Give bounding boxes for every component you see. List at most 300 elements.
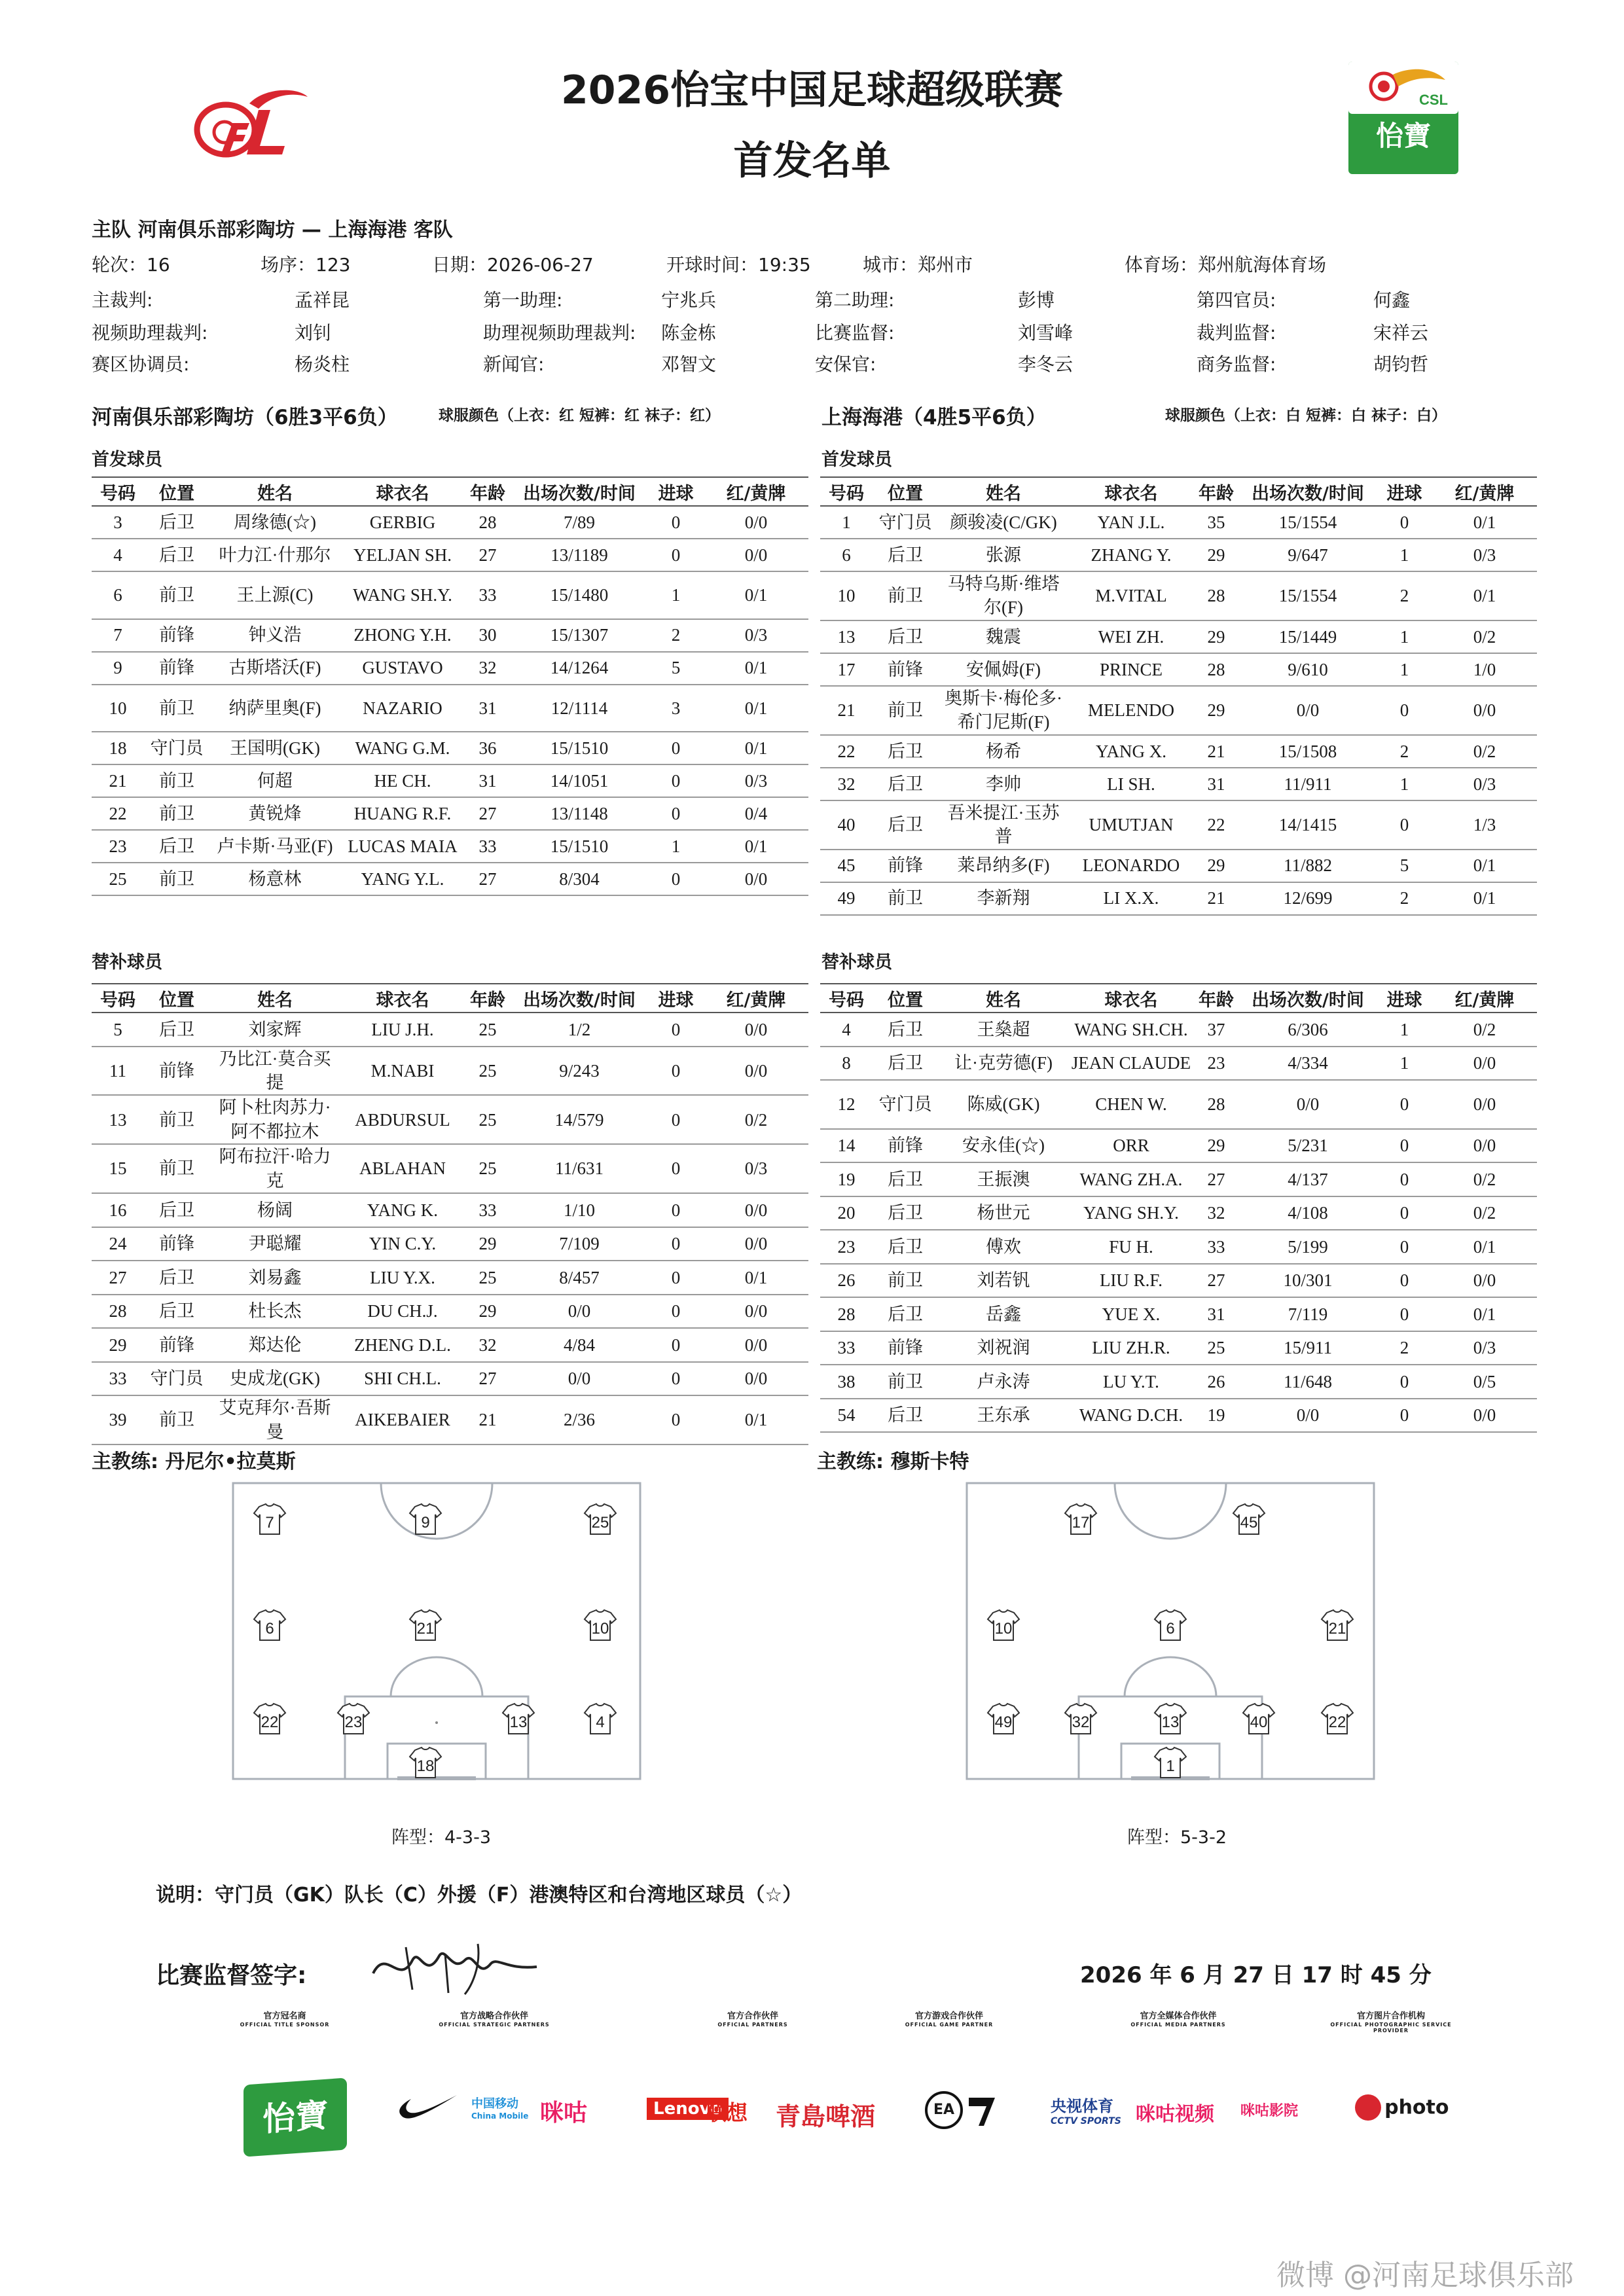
column-header: 年龄 [465, 477, 511, 506]
official-label: 新闻官: [483, 353, 545, 375]
column-header: 号码 [92, 984, 144, 1013]
player-appearances: 15/1307 [511, 619, 648, 652]
column-header: 年龄 [1193, 984, 1239, 1013]
player-cards: 0/1 [1432, 571, 1537, 620]
player-name: 安永佳(☆) [938, 1129, 1069, 1163]
player-number: 38 [820, 1365, 873, 1399]
migu-logo: 咪咕 [540, 2100, 588, 2126]
player-name: 卢卡斯·马亚(F) [209, 830, 340, 863]
player-number: 6 [820, 539, 873, 571]
player-goals: 0 [648, 539, 704, 571]
player-name: 安佩姆(F) [938, 653, 1069, 686]
player-age: 27 [1193, 1264, 1239, 1298]
table-row [92, 1047, 808, 1096]
column-header: 年龄 [1193, 477, 1239, 506]
player-position: 后卫 [144, 1261, 209, 1295]
player-cards: 0/1 [1432, 1297, 1537, 1331]
player-cards: 0/4 [704, 797, 808, 830]
player-shirt-name: CHEN W. [1069, 1080, 1193, 1129]
player-age: 29 [1193, 686, 1239, 735]
player-position: 后卫 [873, 1047, 938, 1081]
player-number: 12 [820, 1080, 873, 1129]
player-age: 25 [465, 1261, 511, 1295]
player-appearances: 12/1114 [511, 685, 648, 732]
player-goals: 2 [1377, 1331, 1432, 1365]
player-goals: 0 [1377, 1196, 1432, 1230]
player-age: 29 [1193, 1129, 1239, 1163]
player-cards: 0/1 [704, 732, 808, 764]
player-goals: 0 [648, 1013, 704, 1047]
player-name: 王东承 [938, 1399, 1069, 1433]
player-number: 20 [820, 1196, 873, 1230]
player-appearances: 11/648 [1239, 1365, 1377, 1399]
table-row [92, 732, 808, 764]
away-starters-table [820, 476, 1537, 916]
player-cards: 0/0 [1432, 686, 1537, 735]
shirt-number: 18 [416, 1757, 435, 1775]
player-cards: 0/0 [704, 1227, 808, 1261]
yibao-logo: 怡寶 [244, 2077, 347, 2157]
player-shirt-name: LIU ZH.R. [1069, 1331, 1193, 1365]
player-age: 21 [465, 1395, 511, 1444]
player-position: 前锋 [144, 652, 209, 685]
player-age: 27 [465, 863, 511, 895]
player-number: 16 [92, 1193, 144, 1227]
player-age: 31 [465, 685, 511, 732]
player-goals: 0 [1377, 1080, 1432, 1129]
player-cards: 0/1 [704, 652, 808, 685]
official-label: 商务监督: [1197, 353, 1276, 375]
player-cards: 0/2 [1432, 620, 1537, 653]
player-appearances: 14/579 [511, 1095, 648, 1144]
table-row [820, 1230, 1537, 1264]
sponsor-category: 官方合作伙伴 OFFICIAL PARTNERS [717, 2011, 788, 2028]
player-position: 后卫 [873, 735, 938, 768]
player-number: 22 [820, 735, 873, 768]
player-shirt-name: ZHANG Y. [1069, 539, 1193, 571]
migu-cinema-logo: 咪咕影院 [1240, 2103, 1299, 2119]
player-cards: 1/0 [1432, 653, 1537, 686]
player-name: 杨意林 [209, 863, 340, 895]
player-goals: 1 [648, 830, 704, 863]
player-number: 25 [92, 863, 144, 895]
player-position: 后卫 [873, 1230, 938, 1264]
official-name: 杨炎柱 [295, 353, 350, 375]
player-appearances: 15/1554 [1239, 571, 1377, 620]
player-shirt-name: LI SH. [1069, 768, 1193, 800]
player-name: 王燊超 [938, 1013, 1069, 1047]
official-name: 胡钧哲 [1373, 353, 1429, 375]
lenovo-cn-logo: 联想 [706, 2100, 748, 2125]
player-position: 前卫 [144, 1144, 209, 1193]
player-appearances: 11/911 [1239, 768, 1377, 800]
sponsor-category: 官方全媒体合作伙伴 OFFICIAL MEDIA PARTNERS [1130, 2011, 1226, 2028]
column-header: 球衣名 [340, 477, 465, 506]
player-goals: 0 [1377, 1399, 1432, 1433]
player-number: 7 [92, 619, 144, 652]
player-name: 陈威(GK) [938, 1080, 1069, 1129]
shirt-number: 22 [1328, 1713, 1346, 1731]
player-age: 31 [465, 764, 511, 797]
player-name: 叶力江·什那尔 [209, 539, 340, 571]
player-position: 后卫 [144, 830, 209, 863]
player-age: 28 [1193, 1080, 1239, 1129]
table-row [92, 1095, 808, 1144]
player-shirt-icon [1322, 1610, 1353, 1640]
city: 城市：郑州市 [863, 254, 973, 276]
player-shirt-name: WANG SH.CH. [1069, 1013, 1193, 1047]
player-number: 13 [92, 1095, 144, 1144]
table-row [92, 619, 808, 652]
table-row [820, 571, 1537, 620]
player-appearances: 7/89 [511, 506, 648, 539]
player-goals: 0 [648, 797, 704, 830]
player-appearances: 15/1449 [1239, 620, 1377, 653]
player-name: 奥斯卡·梅伦多·希门尼斯(F) [938, 686, 1069, 735]
tsingtao-logo: 青島啤酒 [776, 2102, 876, 2131]
player-shirt-name: YUE X. [1069, 1297, 1193, 1331]
column-header: 姓名 [938, 477, 1069, 506]
player-shirt-icon [585, 1504, 616, 1534]
player-appearances: 1/10 [511, 1193, 648, 1227]
player-position: 前卫 [873, 1365, 938, 1399]
player-appearances: 15/911 [1239, 1331, 1377, 1365]
column-header: 进球 [648, 984, 704, 1013]
player-goals: 0 [648, 732, 704, 764]
player-name: 刘家辉 [209, 1013, 340, 1047]
sponsor-category: 官方图片合作机构 OFFICIAL PHOTOGRAPHIC SERVICE PROVIDER [1330, 2011, 1452, 2034]
player-age: 23 [1193, 1047, 1239, 1081]
player-age: 27 [1193, 1162, 1239, 1196]
player-name: 王振澳 [938, 1162, 1069, 1196]
table-row [92, 1261, 808, 1295]
player-age: 21 [1193, 735, 1239, 768]
player-number: 39 [92, 1395, 144, 1444]
player-goals: 1 [1377, 653, 1432, 686]
player-age: 37 [1193, 1013, 1239, 1047]
home-kit-colors: 球服颜色（上衣：红 短裤：红 袜子：红） [439, 407, 721, 424]
player-appearances: 0/0 [511, 1362, 648, 1396]
player-appearances: 4/137 [1239, 1162, 1377, 1196]
official-label: 第四官员: [1197, 289, 1276, 311]
player-age: 33 [1193, 1230, 1239, 1264]
player-goals: 0 [648, 1395, 704, 1444]
player-goals: 0 [648, 1328, 704, 1362]
table-row [820, 735, 1537, 768]
player-number: 54 [820, 1399, 873, 1433]
player-shirt-name: WANG D.CH. [1069, 1399, 1193, 1433]
table-row [92, 1362, 808, 1396]
player-position: 守门员 [873, 506, 938, 539]
player-goals: 1 [1377, 1047, 1432, 1081]
ea-logo: EA [925, 2091, 963, 2129]
player-shirt-name: ZHENG D.L. [340, 1328, 465, 1362]
player-position: 前锋 [144, 619, 209, 652]
player-shirt-icon [585, 1704, 616, 1734]
player-age: 25 [1193, 1331, 1239, 1365]
player-appearances: 9/610 [1239, 653, 1377, 686]
league-title: 2026怡宝中国足球超级联赛 [561, 67, 1063, 113]
player-name: 艾克拜尔·吾斯曼 [209, 1395, 340, 1444]
player-shirt-icon [1065, 1504, 1096, 1534]
player-shirt-name: ABDURSUL [340, 1095, 465, 1144]
player-position: 前锋 [873, 653, 938, 686]
table-row [92, 1395, 808, 1444]
player-goals: 1 [1377, 539, 1432, 571]
column-header: 号码 [820, 477, 873, 506]
away-subs-table [820, 983, 1537, 1433]
player-shirt-icon [1322, 1704, 1353, 1734]
player-cards: 0/0 [704, 1047, 808, 1096]
round: 轮次：16 [92, 254, 170, 276]
nike-swoosh-logo [399, 2091, 458, 2121]
player-goals: 0 [648, 1095, 704, 1144]
column-header: 进球 [1377, 984, 1432, 1013]
table-row [820, 506, 1537, 539]
player-position: 前卫 [873, 571, 938, 620]
player-goals: 1 [648, 571, 704, 619]
player-appearances: 13/1148 [511, 797, 648, 830]
shirt-number: 32 [1072, 1713, 1090, 1731]
player-name: 黄锐烽 [209, 797, 340, 830]
player-shirt-icon [254, 1504, 285, 1534]
player-goals: 0 [648, 1144, 704, 1193]
table-row [92, 652, 808, 685]
column-header: 球衣名 [1069, 477, 1193, 506]
shirt-number: 4 [596, 1713, 605, 1731]
player-position: 前卫 [144, 764, 209, 797]
player-age: 25 [465, 1095, 511, 1144]
player-shirt-name: WANG ZH.A. [1069, 1162, 1193, 1196]
player-shirt-name: M.VITAL [1069, 571, 1193, 620]
player-age: 28 [1193, 571, 1239, 620]
player-appearances: 15/1510 [511, 732, 648, 764]
player-appearances: 2/36 [511, 1395, 648, 1444]
player-cards: 0/1 [704, 685, 808, 732]
player-cards: 0/3 [704, 619, 808, 652]
sponsor-category: 官方战略合作伙伴 OFFICIAL STRATEGIC PARTNERS [439, 2011, 550, 2028]
player-number: 28 [820, 1297, 873, 1331]
table-row [92, 863, 808, 895]
player-shirt-name: M.NABI [340, 1047, 465, 1096]
player-shirt-icon [338, 1704, 369, 1734]
player-goals: 2 [1377, 571, 1432, 620]
player-shirt-icon [585, 1610, 616, 1640]
table-row [820, 882, 1537, 915]
kickoff-time: 开球时间：19:35 [666, 254, 811, 276]
sponsor-category: 官方冠名商 OFFICIAL TITLE SPONSOR [240, 2011, 330, 2028]
official-name: 孟祥昆 [295, 289, 350, 311]
player-appearances: 7/119 [1239, 1297, 1377, 1331]
official-label: 第一助理: [483, 289, 563, 311]
table-row [92, 1227, 808, 1261]
player-position: 后卫 [144, 1295, 209, 1329]
player-cards: 0/2 [1432, 1013, 1537, 1047]
player-cards: 0/1 [704, 1395, 808, 1444]
player-name: 周缘德(☆) [209, 506, 340, 539]
player-appearances: 14/1264 [511, 652, 648, 685]
player-age: 36 [465, 732, 511, 764]
player-appearances: 12/699 [1239, 882, 1377, 915]
player-appearances: 15/1554 [1239, 506, 1377, 539]
player-number: 33 [92, 1362, 144, 1396]
table-row [92, 797, 808, 830]
player-age: 21 [1193, 882, 1239, 915]
player-goals: 3 [648, 685, 704, 732]
shirt-number: 45 [1240, 1514, 1258, 1532]
away-kit-colors: 球服颜色（上衣：白 短裤：白 袜子：白） [1165, 407, 1447, 424]
away-team-name: 上海海港（4胜5平6负） [821, 406, 1047, 429]
player-age: 30 [465, 619, 511, 652]
player-shirt-name: YANG K. [340, 1193, 465, 1227]
signature-date: 2026 年 6 月 27 日 17 时 45 分 [1080, 1962, 1432, 1988]
player-name: 李新翔 [938, 882, 1069, 915]
table-row [92, 685, 808, 732]
player-appearances: 11/882 [1239, 850, 1377, 882]
shirt-number: 23 [344, 1713, 363, 1731]
player-appearances: 14/1415 [1239, 800, 1377, 850]
player-shirt-name: PRINCE [1069, 653, 1193, 686]
player-age: 33 [465, 1193, 511, 1227]
match-teams: 主队 河南俱乐部彩陶坊 — 上海海港 客队 [92, 219, 453, 242]
player-name: 卢永涛 [938, 1365, 1069, 1399]
shirt-number: 10 [994, 1620, 1013, 1638]
player-appearances: 5/199 [1239, 1230, 1377, 1264]
player-age: 29 [465, 1295, 511, 1329]
table-row [820, 1196, 1537, 1230]
player-cards: 0/3 [1432, 768, 1537, 800]
player-number: 24 [92, 1227, 144, 1261]
table-row [92, 571, 808, 619]
player-name: 杜长杰 [209, 1295, 340, 1329]
player-cards: 0/0 [704, 1362, 808, 1396]
player-number: 8 [820, 1047, 873, 1081]
player-name: 马特乌斯·维塔尔(F) [938, 571, 1069, 620]
player-number: 33 [820, 1331, 873, 1365]
player-name: 刘若钒 [938, 1264, 1069, 1298]
column-header: 出场次数/时间 [1239, 984, 1377, 1013]
column-header: 位置 [144, 477, 209, 506]
player-shirt-icon [1155, 1748, 1186, 1778]
away-starters-label: 首发球员 [821, 450, 892, 470]
home-starters-label: 首发球员 [92, 450, 162, 470]
icphoto-logo: photo [1355, 2094, 1449, 2121]
player-name: 阿布拉汗·哈力克 [209, 1144, 340, 1193]
player-appearances: 4/84 [511, 1328, 648, 1362]
home-team-name: 河南俱乐部彩陶坊（6胜3平6负） [92, 406, 398, 429]
table-row [820, 800, 1537, 850]
player-cards: 0/0 [1432, 1399, 1537, 1433]
player-name: 尹聪耀 [209, 1227, 340, 1261]
player-cards: 0/0 [704, 539, 808, 571]
player-shirt-name: SHI CH.L. [340, 1362, 465, 1396]
player-goals: 1 [1377, 768, 1432, 800]
player-goals: 0 [648, 1193, 704, 1227]
column-header: 姓名 [938, 984, 1069, 1013]
player-shirt-name: LEONARDO [1069, 850, 1193, 882]
column-header: 红/黄牌 [704, 984, 808, 1013]
player-cards: 0/2 [1432, 1196, 1537, 1230]
player-shirt-name: YANG Y.L. [340, 863, 465, 895]
player-shirt-name: LI X.X. [1069, 882, 1193, 915]
player-age: 26 [1193, 1365, 1239, 1399]
player-number: 4 [92, 539, 144, 571]
player-age: 22 [1193, 800, 1239, 850]
player-position: 守门员 [873, 1080, 938, 1129]
player-cards: 0/3 [1432, 539, 1537, 571]
shirt-number: 10 [591, 1620, 609, 1638]
player-number: 14 [820, 1129, 873, 1163]
table-row [820, 539, 1537, 571]
player-cards: 0/3 [1432, 1331, 1537, 1365]
player-number: 22 [92, 797, 144, 830]
player-goals: 0 [648, 863, 704, 895]
player-cards: 0/0 [1432, 1264, 1537, 1298]
player-shirt-icon [254, 1704, 285, 1734]
shirt-number: 21 [416, 1620, 435, 1638]
fc-logo [965, 2094, 1001, 2127]
player-appearances: 9/243 [511, 1047, 648, 1096]
away-subs-label: 替补球员 [821, 952, 892, 973]
player-name: 让·克劳德(F) [938, 1047, 1069, 1081]
player-age: 33 [465, 830, 511, 863]
column-header: 出场次数/时间 [511, 477, 648, 506]
player-age: 31 [1193, 1297, 1239, 1331]
player-cards: 0/3 [704, 1144, 808, 1193]
player-shirt-name: GERBIG [340, 506, 465, 539]
official-name: 陈金栋 [661, 322, 717, 344]
player-number: 49 [820, 882, 873, 915]
player-position: 后卫 [144, 539, 209, 571]
player-appearances: 5/231 [1239, 1129, 1377, 1163]
player-cards: 0/2 [1432, 1162, 1537, 1196]
match-date: 日期：2026-06-27 [432, 254, 594, 276]
player-appearances: 1/2 [511, 1013, 648, 1047]
official-name: 宁兆兵 [661, 289, 717, 311]
player-position: 前卫 [144, 797, 209, 830]
table-row [820, 1399, 1537, 1433]
svg-text:怡寶: 怡寶 [1375, 120, 1432, 152]
player-number: 1 [820, 506, 873, 539]
player-position: 前卫 [144, 571, 209, 619]
player-goals: 1 [1377, 620, 1432, 653]
player-position: 后卫 [873, 1013, 938, 1047]
shirt-number: 17 [1072, 1514, 1090, 1532]
player-cards: 1/3 [1432, 800, 1537, 850]
player-name: 杨希 [938, 735, 1069, 768]
player-appearances: 7/109 [511, 1227, 648, 1261]
player-shirt-name: LIU R.F. [1069, 1264, 1193, 1298]
player-name: 杨世元 [938, 1196, 1069, 1230]
player-cards: 0/0 [1432, 1047, 1537, 1081]
column-header: 球衣名 [340, 984, 465, 1013]
player-appearances: 8/457 [511, 1261, 648, 1295]
player-cards: 0/1 [704, 571, 808, 619]
shirt-number: 1 [1166, 1757, 1175, 1775]
player-number: 32 [820, 768, 873, 800]
player-name: 何超 [209, 764, 340, 797]
player-name: 纳萨里奥(F) [209, 685, 340, 732]
player-goals: 0 [1377, 1162, 1432, 1196]
player-name: 颜骏凌(C/GK) [938, 506, 1069, 539]
player-cards: 0/1 [1432, 506, 1537, 539]
home-formation: 阵型：4-3-3 [391, 1827, 492, 1848]
player-shirt-name: JEAN CLAUDE [1069, 1047, 1193, 1081]
player-appearances: 0/0 [1239, 1080, 1377, 1129]
table-row [92, 830, 808, 863]
player-number: 10 [820, 571, 873, 620]
player-shirt-icon [1233, 1504, 1265, 1534]
